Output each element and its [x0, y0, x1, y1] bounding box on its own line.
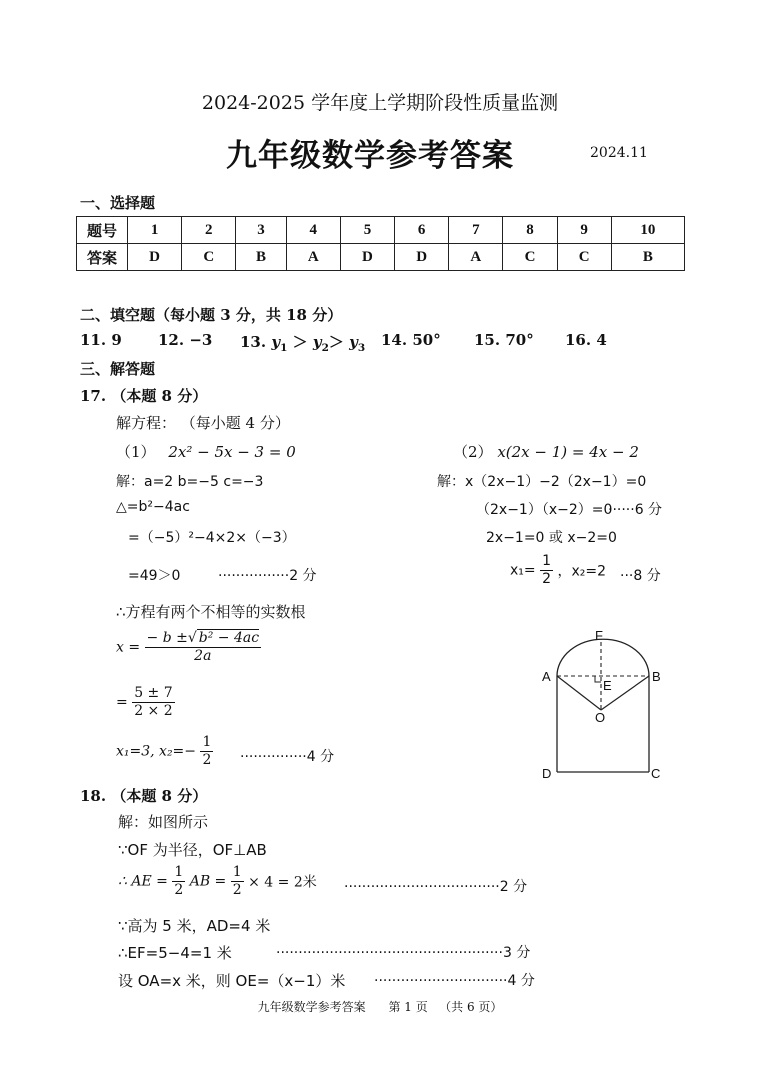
table-cell: A — [449, 244, 503, 271]
q17-part1-label: （1） — [116, 443, 156, 461]
q18-step: ∵高为 5 米，AD=4 米 — [118, 917, 271, 935]
answer-11: 11. 9 — [80, 331, 122, 349]
table-cell: A — [286, 244, 340, 271]
fraction-numerator: 1 — [202, 734, 212, 750]
math-text: ∴ AE = — [118, 873, 168, 890]
score-marker: ······6 分 — [608, 502, 663, 518]
answer-13-number: 13. — [240, 333, 267, 351]
q17-p2-step: （2x−1）（x−2）=0 — [476, 502, 613, 518]
q17-intro: 解方程： （每小题 4 分） — [116, 414, 290, 432]
fraction-numerator: 5 ± 7 — [134, 685, 173, 701]
table-row — [77, 244, 685, 271]
q17-p2-roots — [510, 553, 606, 588]
right-angle-mark — [595, 676, 601, 682]
formula-fraction: $\frac{\text{− b ±√ b² − 4ac}}{2a}$ — [146, 630, 260, 664]
q17-part2-label: （2） — [453, 443, 493, 461]
label-d: D — [542, 766, 552, 781]
geometry-diagram — [530, 628, 670, 786]
q17-part2 — [453, 441, 639, 462]
formula-radicand: b² − 4ac — [198, 630, 260, 646]
q17-p2-step: 2x−1=0 或 x−2=0 — [486, 530, 617, 546]
table-row — [77, 217, 685, 244]
table-cell: C — [503, 244, 557, 271]
table-cell: C — [557, 244, 611, 271]
fraction-denominator: 2 — [202, 751, 212, 768]
score-marker: ···································2 分 — [344, 879, 528, 895]
formula-denominator: 2a — [194, 647, 212, 664]
q18-step: ∵OF 为半径，OF⊥AB — [118, 841, 267, 859]
q17-part1-equation: 2x² − 5x − 3 = 0 — [168, 443, 296, 461]
label-o: O — [595, 710, 606, 725]
score-marker: ················2 分 — [218, 568, 317, 584]
table-cell: 7 — [449, 217, 503, 244]
label-f: F — [595, 628, 603, 643]
fraction-numerator: 1 — [232, 864, 242, 880]
table-cell: B — [611, 244, 684, 271]
greater-than: ＞ — [292, 333, 308, 351]
q17-part2-equation: x(2x − 1) = 4x − 2 — [497, 443, 639, 461]
section-2-heading: 二、填空题（每小题 3 分，共 18 分） — [80, 306, 343, 324]
table-cell: B — [236, 244, 286, 271]
table-cell: 3 — [236, 217, 286, 244]
fraction — [231, 864, 244, 899]
segment-ao — [557, 676, 601, 710]
equals-sign: = — [116, 694, 128, 711]
fraction — [172, 864, 185, 899]
math-text: AB = — [189, 873, 227, 890]
fraction-denominator: 2 — [542, 570, 552, 587]
q17-p1-step: =（−5）²−4×2×（−3） — [128, 530, 296, 546]
roots-text: x₁= — [510, 562, 536, 579]
table-cell: D — [395, 244, 449, 271]
q17-p1-roots — [116, 734, 213, 769]
q18-step — [118, 864, 317, 899]
label-b: B — [652, 669, 661, 684]
y-variable: y — [312, 333, 322, 351]
table-cell: C — [182, 244, 236, 271]
date-label: 2024.11 — [590, 145, 648, 161]
table-cell: 10 — [611, 217, 684, 244]
table-cell: 2 — [182, 217, 236, 244]
q18-step: 解：如图所示 — [118, 813, 209, 831]
answer-13: 13. $y_1 > y_2> y_3$ — [240, 333, 366, 354]
fraction-numerator: 1 — [542, 553, 552, 569]
fraction-denominator: 2 × 2 — [134, 702, 173, 719]
y-variable: y — [271, 333, 281, 351]
table-cell: 题号 — [77, 217, 128, 244]
q17-part1 — [116, 441, 296, 462]
math-text: × 4 = 2米 — [248, 874, 317, 891]
q18-step: 设 OA=x 米，则 OE=（x−1）米 — [118, 972, 346, 990]
answer-table — [76, 216, 685, 271]
table-cell: 答案 — [77, 244, 128, 271]
section-1-heading: 一、选择题 — [80, 194, 156, 212]
label-c: C — [651, 766, 661, 781]
question-18-title: 18. （本题 8 分） — [80, 787, 208, 805]
table-cell: D — [340, 244, 394, 271]
table-cell: 8 — [503, 217, 557, 244]
formula-lhs: x = — [116, 639, 141, 656]
formula-numerator: − b ± — [146, 630, 188, 646]
roots-text: ，x₂=2 — [557, 563, 607, 580]
page-title: 九年级数学参考答案 — [226, 138, 514, 174]
table-cell: 1 — [128, 217, 182, 244]
table-cell: 4 — [286, 217, 340, 244]
table-cell: 5 — [340, 217, 394, 244]
arc-shape — [557, 639, 649, 676]
table-cell: D — [128, 244, 182, 271]
question-17-title: 17. （本题 8 分） — [80, 387, 208, 405]
exam-subtitle: 2024-2025 学年度上学期阶段性质量监测 — [201, 92, 559, 114]
fraction — [132, 685, 174, 720]
score-marker: ···················································3 分 — [276, 945, 531, 961]
score-marker: ······························4 分 — [374, 973, 535, 989]
roots-text: x₁=3, x₂=− — [116, 743, 197, 760]
answer-12: 12. −3 — [158, 331, 213, 349]
greater-than: ＞ — [328, 333, 344, 351]
answer-16: 16. 4 — [565, 331, 607, 349]
fraction-numerator: 1 — [174, 864, 184, 880]
label-e: E — [603, 678, 612, 693]
page-footer: 九年级数学参考答案 第 1 页 （共 6 页） — [257, 1000, 503, 1014]
score-marker: ···············4 分 — [240, 749, 335, 765]
fraction-denominator: 2 — [174, 881, 184, 898]
q17-p1-step: 解：a=2 b=−5 c=−3 — [116, 474, 264, 490]
answer-15: 15. 70° — [474, 331, 534, 349]
q17-p2-step: 解：x（2x−1）−2（2x−1）=0 — [437, 474, 647, 490]
label-a: A — [542, 669, 551, 684]
q17-p1-step: =49＞0 — [128, 568, 181, 584]
score-marker: ···8 分 — [620, 568, 661, 584]
q18-step: ∴EF=5−4=1 米 — [118, 944, 232, 962]
table-cell: 9 — [557, 217, 611, 244]
fraction — [200, 734, 213, 769]
q17-p1-conclusion: ∴方程有两个不相等的实数根 — [116, 603, 306, 621]
answer-14: 14. 50° — [381, 331, 441, 349]
fraction — [540, 553, 553, 588]
quadratic-formula — [116, 630, 261, 665]
section-3-heading: 三、解答题 — [80, 360, 156, 378]
fraction-denominator: 2 — [232, 881, 242, 898]
table-cell: 6 — [395, 217, 449, 244]
q17-p1-step: △=b²−4ac — [116, 499, 190, 515]
y-variable: y — [349, 333, 358, 351]
q17-p1-calc — [116, 685, 175, 720]
